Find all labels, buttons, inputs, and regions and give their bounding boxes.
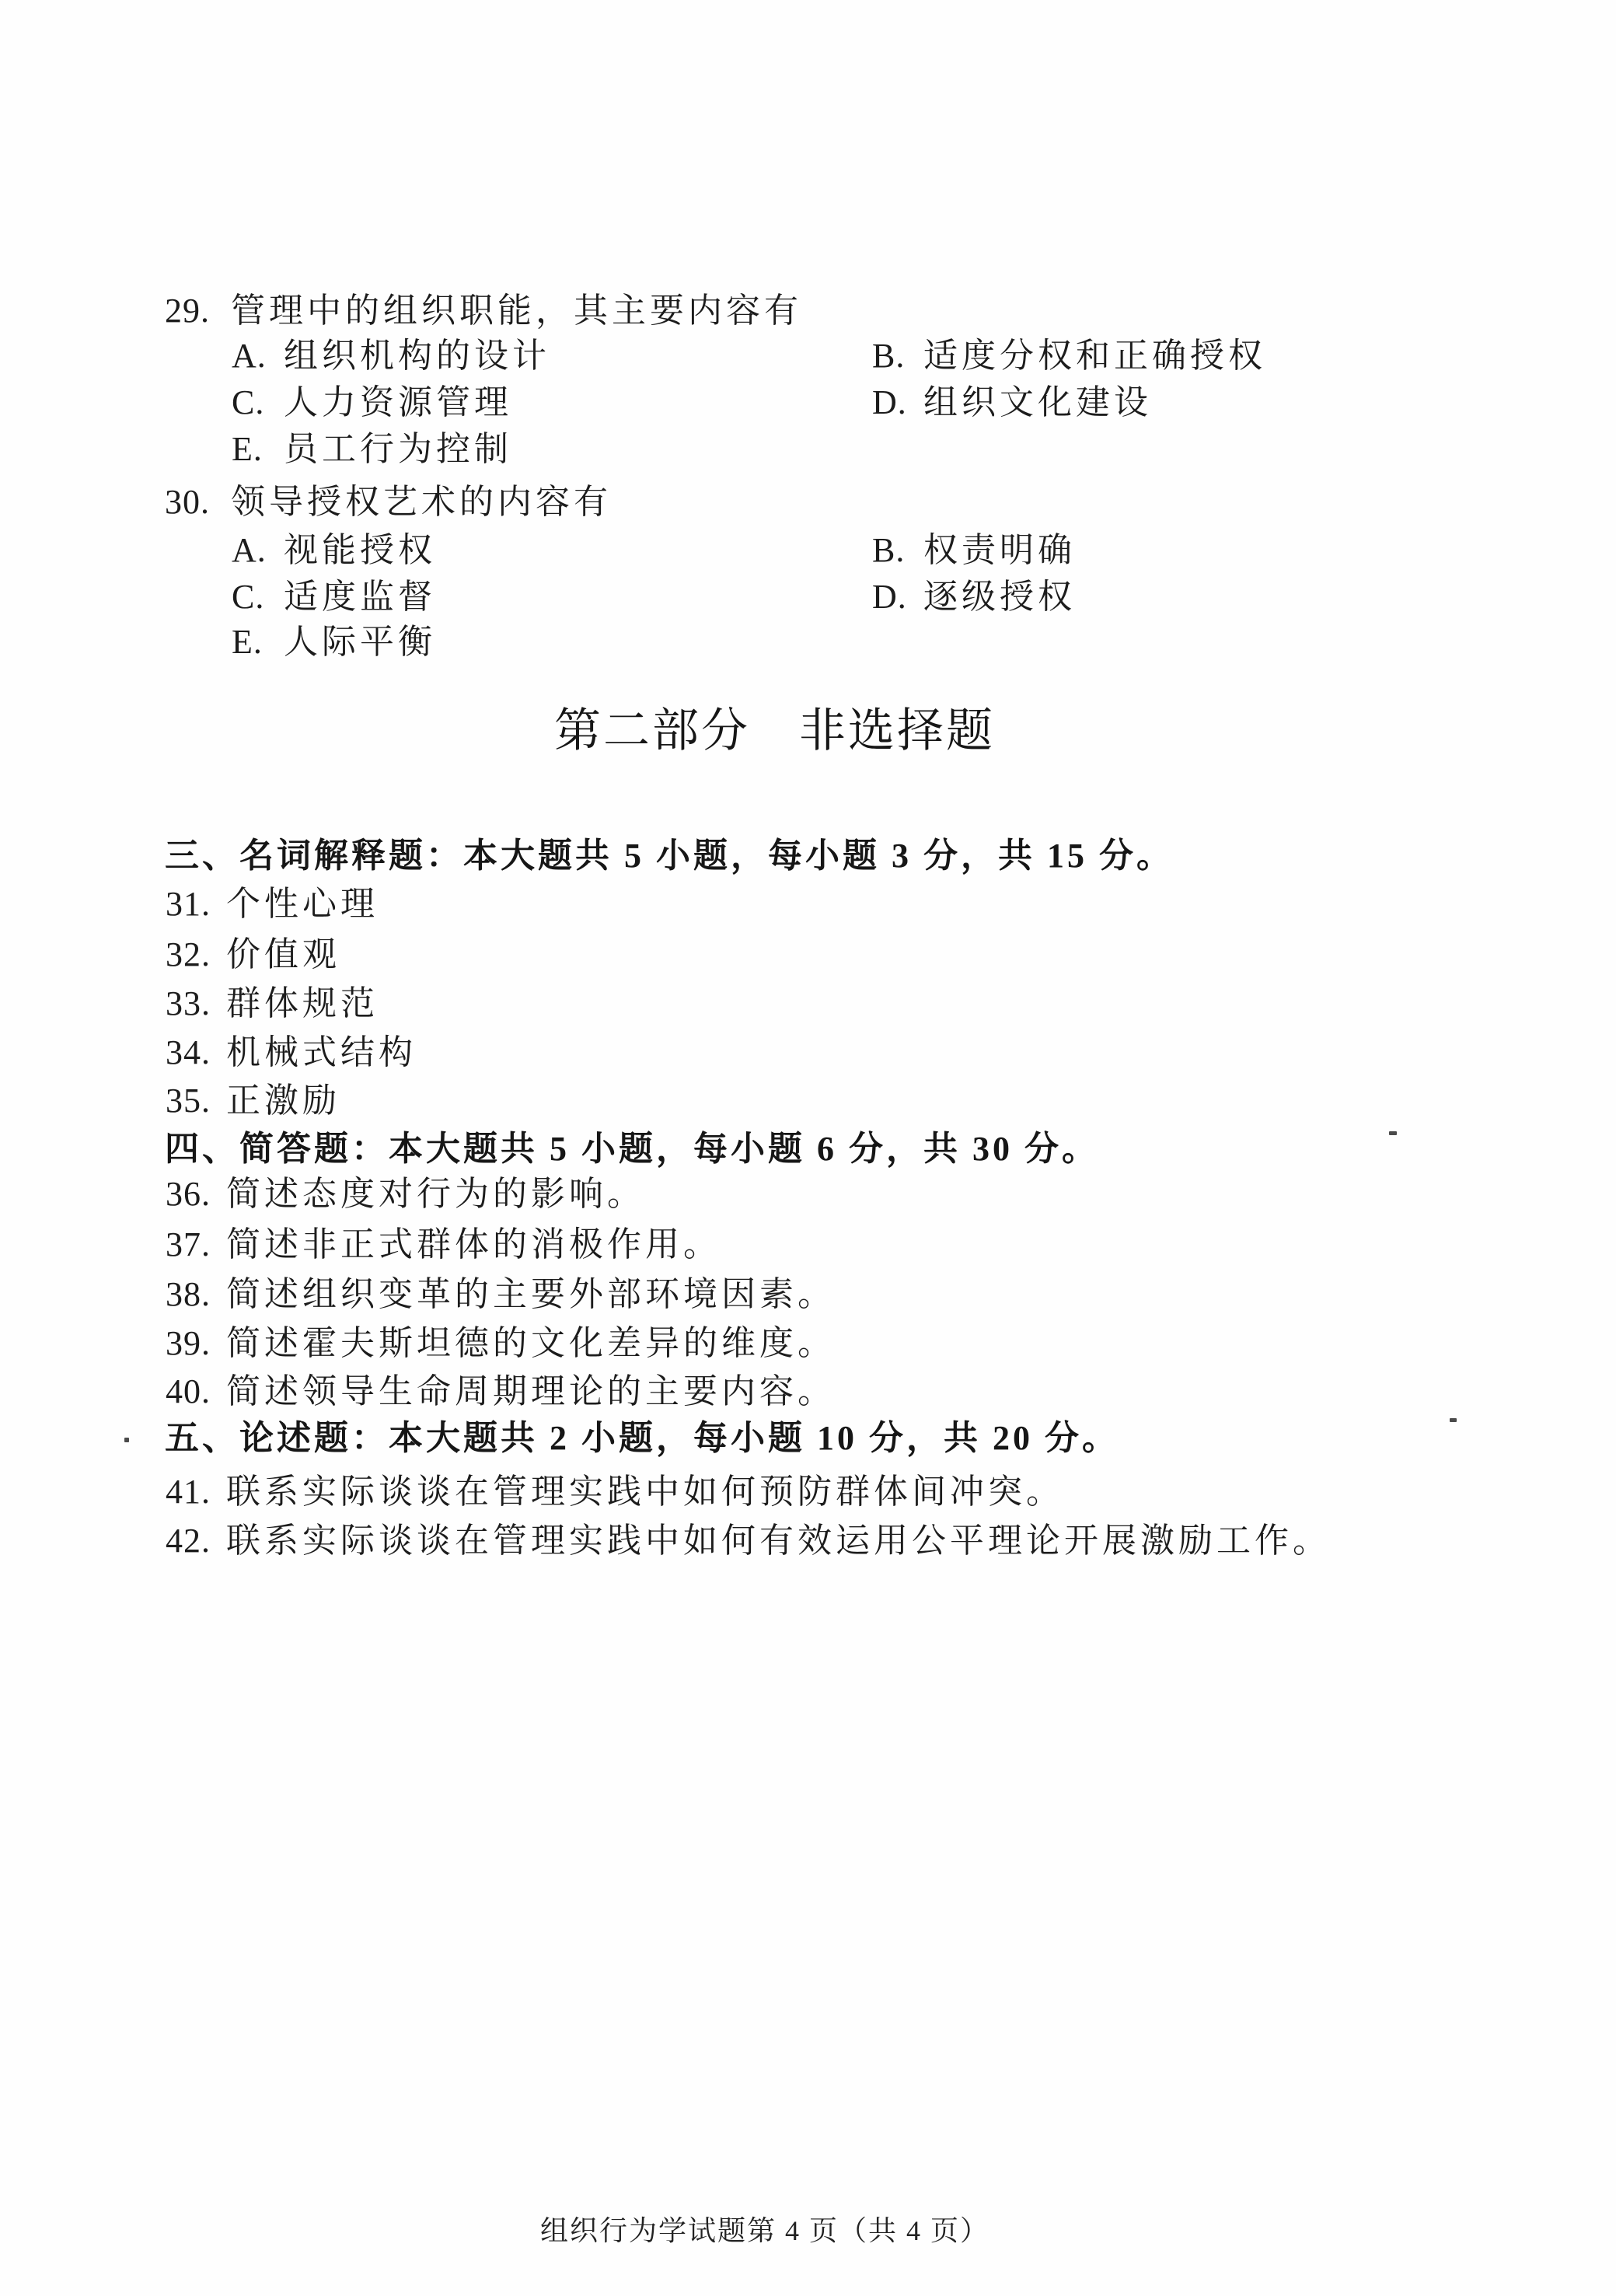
item-text: 联系实际谈谈在管理实践中如何预防群体间冲突。: [226, 1473, 1064, 1511]
item-number: 37.: [166, 1225, 211, 1263]
option-letter: B.: [872, 337, 906, 375]
option-letter: A.: [232, 337, 267, 375]
scan-speck: [124, 1438, 129, 1442]
item-35: [166, 1084, 340, 1118]
option-text: 组织文化建设: [923, 383, 1152, 421]
question-29-option-c: [232, 383, 512, 421]
option-letter: C.: [232, 578, 265, 616]
question-30-option-c: [232, 580, 436, 614]
item-number: 42.: [166, 1522, 211, 1560]
option-text: 员工行为控制: [284, 430, 512, 468]
item-number: 36.: [166, 1175, 211, 1213]
item-text: 个性心理: [226, 885, 379, 923]
item-text: 联系实际谈谈在管理实践中如何有效运用公平理论开展激励工作。: [226, 1522, 1331, 1560]
option-letter: A.: [232, 531, 267, 569]
option-letter: C.: [232, 383, 265, 421]
item-number: 35.: [166, 1082, 211, 1120]
item-text: 简述非正式群体的消极作用。: [226, 1225, 721, 1263]
option-letter: E.: [232, 430, 263, 468]
question-30-stem-text: 领导授权艺术的内容有: [231, 483, 612, 521]
item-39: [166, 1326, 836, 1361]
question-29-stem-text: 管理中的组织职能，其主要内容有: [231, 292, 802, 330]
item-text: 价值观: [226, 935, 340, 973]
option-text: 逐级授权: [923, 578, 1076, 616]
item-42: [166, 1524, 1331, 1558]
item-text: 简述组织变革的主要外部环境因素。: [226, 1275, 836, 1313]
section-short-answer-header: 四、简答题：本大题共 5 小题，每小题 6 分，共 30 分。: [165, 1130, 1099, 1168]
option-text: 人力资源管理: [284, 383, 512, 421]
question-30-option-d: [872, 580, 1076, 614]
option-text: 适度分权和正确授权: [923, 337, 1266, 375]
option-text: 视能授权: [284, 531, 436, 569]
item-text: 机械式结构: [226, 1033, 417, 1071]
question-29-number: 29.: [165, 292, 210, 330]
item-text: 简述霍夫斯坦德的文化差异的维度。: [226, 1324, 836, 1362]
item-40: [166, 1372, 836, 1410]
question-30-option-b: [872, 533, 1076, 568]
question-29-option-e: [232, 432, 512, 467]
question-29-option-d: [872, 383, 1152, 421]
scan-speck: [1450, 1418, 1457, 1422]
section-terms-header: 三、名词解释题：本大题共 5 小题，每小题 3 分，共 15 分。: [165, 837, 1174, 875]
item-number: 38.: [166, 1275, 211, 1313]
item-38: [166, 1277, 836, 1312]
item-32: [166, 935, 340, 973]
option-text: 适度监督: [284, 578, 436, 616]
option-letter: B.: [872, 531, 906, 569]
question-30-stem: [165, 485, 612, 519]
option-letter: D.: [872, 578, 907, 616]
item-number: 32.: [166, 935, 211, 973]
item-number: 33.: [166, 984, 211, 1022]
option-letter: D.: [872, 383, 907, 421]
item-number: 40.: [166, 1372, 211, 1410]
part2-title: 第二部分 非选择题: [554, 705, 995, 757]
item-33: [166, 984, 379, 1022]
question-29-option-a: [232, 339, 550, 373]
question-29-stem: [165, 294, 802, 328]
option-text: 组织机构的设计: [284, 337, 550, 375]
option-text: 人际平衡: [284, 623, 436, 661]
page-footer: 组织行为学试题第 4 页（共 4 页）: [540, 2215, 990, 2246]
question-30-number: 30.: [165, 483, 210, 521]
item-text: 简述态度对行为的影响。: [226, 1175, 645, 1213]
item-number: 31.: [166, 885, 211, 923]
item-41: [166, 1475, 1064, 1509]
section-essay-header: 五、论述题：本大题共 2 小题，每小题 10 分，共 20 分。: [165, 1419, 1119, 1457]
item-number: 41.: [166, 1473, 211, 1511]
question-30-option-e: [232, 625, 436, 659]
item-text: 群体规范: [226, 984, 379, 1022]
item-34: [166, 1033, 417, 1071]
question-30-option-a: [232, 533, 436, 568]
item-37: [166, 1225, 721, 1263]
item-number: 39.: [166, 1324, 211, 1362]
question-29-option-b: [872, 339, 1266, 373]
item-number: 34.: [166, 1033, 211, 1071]
item-31: [166, 887, 379, 921]
item-36: [166, 1177, 645, 1211]
option-text: 权责明确: [923, 531, 1076, 569]
scan-speck: [1389, 1131, 1397, 1135]
item-text: 简述领导生命周期理论的主要内容。: [226, 1372, 836, 1410]
item-text: 正激励: [226, 1082, 340, 1120]
option-letter: E.: [232, 623, 263, 661]
